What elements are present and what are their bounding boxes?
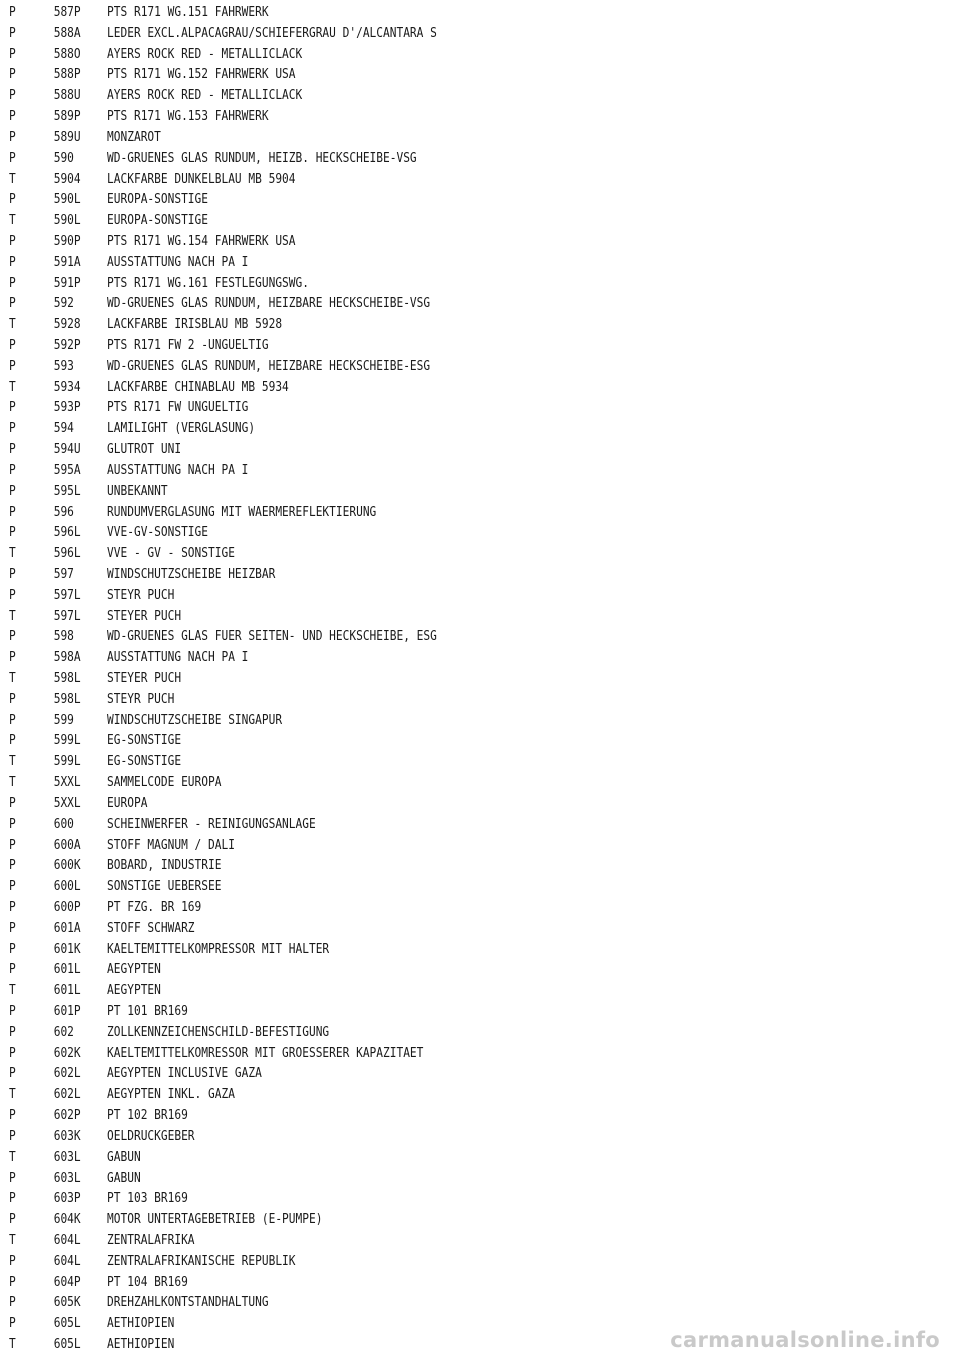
row-description: PT 101 BR169 — [107, 1004, 188, 1019]
row-description: GABUN — [107, 1170, 141, 1186]
list-item — [9, 1085, 437, 1106]
row-type: P — [9, 1170, 16, 1186]
row-code: 601L — [53, 983, 81, 999]
row-type: T — [9, 546, 16, 562]
list-item — [9, 107, 437, 128]
row-type: P — [9, 1253, 16, 1269]
row-type: P — [9, 462, 16, 478]
row-code: 594U — [53, 442, 81, 458]
list-item — [9, 856, 437, 877]
row-type: P — [9, 88, 16, 104]
row-code: 590L — [53, 192, 81, 208]
row-type: P — [9, 1004, 16, 1019]
row-code: 599L — [53, 733, 81, 749]
row-code: 600A — [53, 837, 81, 853]
list-item — [9, 586, 437, 607]
list-item — [9, 940, 437, 961]
list-item — [9, 1148, 437, 1169]
row-type: P — [9, 1316, 16, 1332]
row-type: P — [9, 1045, 16, 1061]
row-code: 588A — [53, 25, 81, 41]
row-type: P — [9, 275, 16, 291]
row-description: STOFF MAGNUM / DALI — [107, 837, 235, 853]
list-item — [9, 45, 437, 66]
row-description: LACKFARBE IRISBLAU MB 5928 — [107, 317, 283, 333]
list-item — [9, 1210, 437, 1231]
row-type: P — [9, 1191, 16, 1207]
row-description: VVE-GV-SONSTIGE — [107, 525, 209, 541]
row-description: AETHIOPIEN — [107, 1337, 175, 1352]
list-item — [9, 898, 437, 919]
list-item — [9, 544, 437, 565]
row-code: 599 — [53, 712, 74, 728]
row-code: 600L — [53, 879, 81, 895]
row-code: 588U — [53, 88, 81, 104]
row-code: 593P — [53, 400, 81, 416]
row-code: 590L — [53, 213, 81, 229]
row-code: 603L — [53, 1170, 81, 1186]
row-description: LACKFARBE CHINABLAU MB 5934 — [107, 379, 289, 395]
row-code: 603P — [53, 1191, 81, 1207]
row-description: KAELTEMITTELKOMPRESSOR MIT HALTER — [107, 941, 330, 957]
list-item — [9, 1127, 437, 1148]
row-description: AUSSTATTUNG NACH PA I — [107, 650, 249, 666]
row-description: AYERS ROCK RED - METALLICLACK — [107, 88, 303, 104]
list-item — [9, 357, 437, 378]
list-item — [9, 315, 437, 336]
row-code: 592 — [53, 296, 74, 312]
row-type: P — [9, 5, 16, 20]
row-code: 604L — [53, 1253, 81, 1269]
row-type: P — [9, 816, 16, 832]
row-type: P — [9, 525, 16, 541]
row-type: P — [9, 1024, 16, 1040]
row-code: 602K — [53, 1045, 81, 1061]
list-item — [9, 1002, 437, 1023]
list-item — [9, 253, 437, 274]
row-description: AUSSTATTUNG NACH PA I — [107, 254, 249, 270]
list-item — [9, 690, 437, 711]
row-code: 5928 — [53, 317, 81, 333]
row-code: 602 — [53, 1024, 74, 1040]
list-item — [9, 211, 437, 232]
row-description: STOFF SCHWARZ — [107, 920, 195, 936]
list-item — [9, 149, 437, 170]
list-item — [9, 65, 437, 86]
row-type: P — [9, 962, 16, 978]
row-description: PTS R171 WG.153 FAHRWERK — [107, 109, 269, 125]
row-type: T — [9, 1149, 16, 1165]
row-description: PT 103 BR169 — [107, 1191, 188, 1207]
list-item — [9, 1273, 437, 1294]
row-description: PTS R171 WG.152 FAHRWERK USA — [107, 67, 296, 83]
row-description: RUNDUMVERGLASUNG MIT WAERMEREFLEKTIERUNG — [107, 504, 377, 520]
row-description: LACKFARBE DUNKELBLAU MB 5904 — [107, 171, 296, 187]
row-description: STEYR PUCH — [107, 587, 175, 603]
row-type: P — [9, 150, 16, 166]
row-type: P — [9, 858, 16, 874]
row-code: 590 — [53, 150, 74, 166]
row-type: P — [9, 254, 16, 270]
row-type: T — [9, 754, 16, 770]
list-item — [9, 836, 437, 857]
row-type: P — [9, 1108, 16, 1124]
list-item — [9, 170, 437, 191]
row-code: 5XXL — [53, 775, 81, 791]
row-code: 5XXL — [53, 795, 81, 811]
row-description: PTS R171 WG.151 FAHRWERK — [107, 5, 269, 20]
row-code: 600K — [53, 858, 81, 874]
row-type: P — [9, 1274, 16, 1290]
row-description: AEGYPTEN INKL. GAZA — [107, 1087, 235, 1103]
row-type: T — [9, 213, 16, 229]
row-type: T — [9, 775, 16, 791]
list-item — [9, 960, 437, 981]
row-type: P — [9, 795, 16, 811]
row-description: VVE - GV - SONSTIGE — [107, 546, 235, 562]
list-item — [9, 523, 437, 544]
row-type: P — [9, 358, 16, 374]
row-description: SCHEINWERFER - REINIGUNGSANLAGE — [107, 816, 316, 832]
row-type: P — [9, 1066, 16, 1082]
list-item — [9, 565, 437, 586]
list-item — [9, 1335, 437, 1356]
row-type: P — [9, 691, 16, 707]
row-code: 602P — [53, 1108, 81, 1124]
row-type: P — [9, 566, 16, 582]
site-watermark: carmanualsonline.info — [670, 1328, 940, 1352]
row-description: ZENTRALAFRIKANISCHE REPUBLIK — [107, 1253, 296, 1269]
row-description: AYERS ROCK RED - METALLICLACK — [107, 46, 303, 62]
list-item — [9, 24, 437, 45]
row-code: 602L — [53, 1087, 81, 1103]
row-code: 603K — [53, 1128, 81, 1144]
list-item — [9, 86, 437, 107]
list-item — [9, 440, 437, 461]
list-item — [9, 1231, 437, 1252]
row-description: LAMILIGHT (VERGLASUNG) — [107, 421, 256, 437]
row-type: T — [9, 379, 16, 395]
row-code: 595L — [53, 483, 81, 499]
row-description: PT FZG. BR 169 — [107, 899, 202, 915]
row-code: 599L — [53, 754, 81, 770]
row-code: 598L — [53, 671, 81, 686]
row-description: WD-GRUENES GLAS RUNDUM, HEIZBARE HECKSCHEIBE-ESG — [107, 358, 431, 374]
list-item — [9, 648, 437, 669]
row-code: 600P — [53, 899, 81, 915]
row-type: P — [9, 109, 16, 125]
row-description: EG-SONSTIGE — [107, 733, 182, 749]
row-type: P — [9, 899, 16, 915]
row-type: P — [9, 67, 16, 83]
row-code: 604P — [53, 1274, 81, 1290]
row-type: T — [9, 983, 16, 999]
row-type: P — [9, 296, 16, 312]
row-description: BOBARD, INDUSTRIE — [107, 858, 222, 874]
list-item — [9, 3, 437, 24]
row-type: P — [9, 837, 16, 853]
row-description: OELDRUCKGEBER — [107, 1128, 195, 1144]
row-code: 601A — [53, 920, 81, 936]
row-description: ZOLLKENNZEICHENSCHILD-BEFESTIGUNG — [107, 1024, 330, 1040]
row-code: 596 — [53, 504, 74, 520]
row-description: ZENTRALAFRIKA — [107, 1232, 195, 1248]
list-item — [9, 128, 437, 149]
row-code: 604L — [53, 1232, 81, 1248]
row-description: WD-GRUENES GLAS FUER SEITEN- UND HECKSCHEIBE, ESG — [107, 629, 437, 645]
row-code: 593 — [53, 358, 74, 374]
row-type: P — [9, 587, 16, 603]
list-item — [9, 1106, 437, 1127]
list-item — [9, 669, 437, 690]
row-description: AEGYPTEN INCLUSIVE GAZA — [107, 1066, 262, 1082]
row-type: T — [9, 671, 16, 686]
list-item — [9, 398, 437, 419]
row-code: 594 — [53, 421, 74, 437]
list-item — [9, 482, 437, 503]
list-item — [9, 1044, 437, 1065]
list-item — [9, 773, 437, 794]
row-code: 595A — [53, 462, 81, 478]
row-code: 592P — [53, 338, 81, 353]
row-description: LEDER EXCL.ALPACAGRAU/SCHIEFERGRAU D'/ALCANTARA S — [107, 25, 437, 41]
row-description: PTS R171 WG.161 FESTLEGUNGSWG. — [107, 275, 309, 291]
row-description: AETHIOPIEN — [107, 1316, 175, 1332]
row-type: T — [9, 171, 16, 187]
row-description: EG-SONSTIGE — [107, 754, 182, 770]
row-code: 604K — [53, 1212, 81, 1228]
row-type: P — [9, 421, 16, 437]
row-code: 602L — [53, 1066, 81, 1082]
row-type: T — [9, 1087, 16, 1103]
row-type: P — [9, 504, 16, 520]
row-description: KAELTEMITTELKOMRESSOR MIT GROESSERER KAPAZITAET — [107, 1045, 424, 1061]
list-item — [9, 731, 437, 752]
list-item — [9, 877, 437, 898]
row-description: AUSSTATTUNG NACH PA I — [107, 462, 249, 478]
row-code: 596L — [53, 525, 81, 541]
row-type: P — [9, 25, 16, 41]
row-code: 598 — [53, 629, 74, 645]
row-description: AEGYPTEN — [107, 983, 161, 999]
row-type: T — [9, 1232, 16, 1248]
row-type: P — [9, 920, 16, 936]
row-code: 590P — [53, 233, 81, 249]
row-description: PTS R171 FW UNGUELTIG — [107, 400, 249, 416]
row-description: DREHZAHLKONTSTANDHALTUNG — [107, 1295, 269, 1311]
list-item — [9, 981, 437, 1002]
row-code: 589U — [53, 129, 81, 145]
row-type: T — [9, 1337, 16, 1352]
row-type: P — [9, 629, 16, 645]
list-item — [9, 815, 437, 836]
row-code: 600 — [53, 816, 74, 832]
row-description: EUROPA-SONSTIGE — [107, 192, 209, 208]
row-code: 605L — [53, 1337, 81, 1352]
row-code: 588P — [53, 67, 81, 83]
list-item — [9, 1314, 437, 1335]
list-item — [9, 190, 437, 211]
row-code: 591A — [53, 254, 81, 270]
row-code: 5934 — [53, 379, 81, 395]
row-type: P — [9, 46, 16, 62]
list-item — [9, 919, 437, 940]
row-description: STEYER PUCH — [107, 671, 182, 686]
row-type: P — [9, 1295, 16, 1311]
list-item — [9, 1023, 437, 1044]
row-type: P — [9, 233, 16, 249]
row-description: STEYR PUCH — [107, 691, 175, 707]
list-item — [9, 1064, 437, 1085]
row-description: MOTOR UNTERTAGEBETRIEB (E-PUMPE) — [107, 1212, 323, 1228]
row-description: WINDSCHUTZSCHEIBE HEIZBAR — [107, 566, 276, 582]
row-description: MONZAROT — [107, 129, 161, 145]
row-type: P — [9, 1212, 16, 1228]
row-description: STEYER PUCH — [107, 608, 182, 624]
row-code: 597L — [53, 587, 81, 603]
row-type: P — [9, 129, 16, 145]
row-type: P — [9, 941, 16, 957]
row-code: 601L — [53, 962, 81, 978]
row-description: PT 102 BR169 — [107, 1108, 188, 1124]
list-item — [9, 378, 437, 399]
row-code: 601K — [53, 941, 81, 957]
row-type: P — [9, 650, 16, 666]
row-code: 605K — [53, 1295, 81, 1311]
list-item — [9, 711, 437, 732]
row-type: P — [9, 442, 16, 458]
row-description: WD-GRUENES GLAS RUNDUM, HEIZBARE HECKSCHEIBE-VSG — [107, 296, 431, 312]
row-code: 5904 — [53, 171, 81, 187]
row-description: GABUN — [107, 1149, 141, 1165]
row-description: WINDSCHUTZSCHEIBE SINGAPUR — [107, 712, 283, 728]
list-item — [9, 1293, 437, 1314]
row-type: P — [9, 192, 16, 208]
row-code: 597L — [53, 608, 81, 624]
list-item — [9, 274, 437, 295]
row-description: AEGYPTEN — [107, 962, 161, 978]
row-type: T — [9, 317, 16, 333]
row-description: EUROPA-SONSTIGE — [107, 213, 209, 229]
row-code: 603L — [53, 1149, 81, 1165]
row-type: P — [9, 1128, 16, 1144]
row-type: P — [9, 879, 16, 895]
row-description: PT 104 BR169 — [107, 1274, 188, 1290]
list-item — [9, 794, 437, 815]
row-code: 605L — [53, 1316, 81, 1332]
list-item — [9, 1169, 437, 1190]
option-code-list — [9, 3, 507, 1356]
row-code: 598L — [53, 691, 81, 707]
list-item — [9, 607, 437, 628]
row-code: 598A — [53, 650, 81, 666]
row-description: GLUTROT UNI — [107, 442, 182, 458]
row-type: P — [9, 400, 16, 416]
row-description: SONSTIGE UEBERSEE — [107, 879, 222, 895]
row-code: 596L — [53, 546, 81, 562]
row-type: P — [9, 338, 16, 353]
list-item — [9, 1189, 437, 1210]
list-item — [9, 336, 437, 357]
row-description: PTS R171 WG.154 FAHRWERK USA — [107, 233, 296, 249]
list-item — [9, 232, 437, 253]
row-code: 588O — [53, 46, 81, 62]
list-item — [9, 503, 437, 524]
list-item — [9, 461, 437, 482]
row-code: 597 — [53, 566, 74, 582]
row-type: P — [9, 733, 16, 749]
row-code: 591P — [53, 275, 81, 291]
row-description: WD-GRUENES GLAS RUNDUM, HEIZB. HECKSCHEIBE-VSG — [107, 150, 417, 166]
row-code: 589P — [53, 109, 81, 125]
row-type: T — [9, 608, 16, 624]
list-item — [9, 294, 437, 315]
row-type: P — [9, 483, 16, 499]
row-description: EUROPA — [107, 795, 148, 811]
list-item — [9, 752, 437, 773]
row-code: 587P — [53, 5, 81, 20]
list-item — [9, 1252, 437, 1273]
row-type: P — [9, 712, 16, 728]
list-item — [9, 627, 437, 648]
list-item — [9, 419, 437, 440]
row-description: SAMMELCODE EUROPA — [107, 775, 222, 791]
row-description: UNBEKANNT — [107, 483, 168, 499]
row-description: PTS R171 FW 2 -UNGUELTIG — [107, 338, 269, 353]
row-code: 601P — [53, 1004, 81, 1019]
